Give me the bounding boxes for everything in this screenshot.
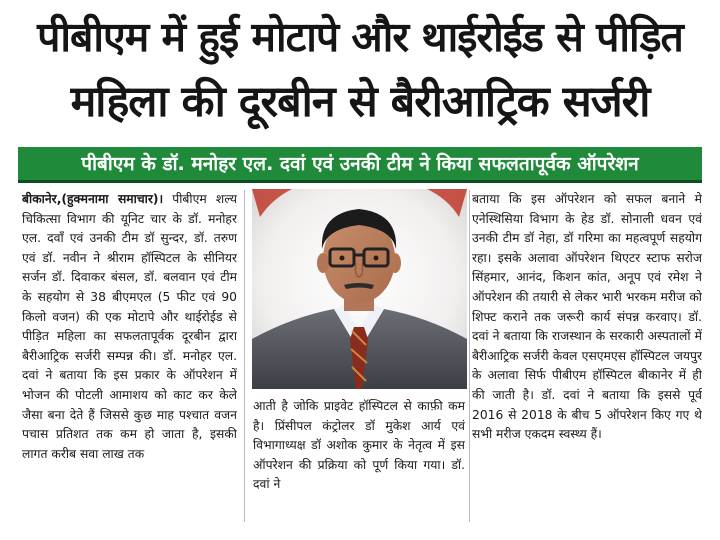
article-column-1 <box>22 190 237 520</box>
column-divider <box>244 190 245 522</box>
column-1-text: पीबीएम शल्य चिकित्सा विभाग की यूनिट चार के डॉ. मनोहर एल. दवाँ एवं उनकी टीम डॉ सुन्दर, डॉ. तरुण एवं डॉ. नवीन ने श्रीराम हॉस्पिटल के सीनियर सर्जन डॉ. दिवाकर बंसल, डॉ. बलवान एवं टीम के सहयोग से 38 बीएमएल (5 फीट एवं 90 किलो वजन) की एक मोटापे और थाईरोईड से पीड़ित महिला का सफलतापूर्वक दूरबीन द्वारा बैरीआट्रिक सर्जरी सम्पन्न की। डॉ. मनोहर एल. दवां ने बताया कि इस प्रकार के ऑपरेशन में भोजन की पोटली आमाशय को काट कर केले जैसा बना देते हैं जिससे कुछ माह पश्चात वजन पचास प्रतिशत तक कम हो जाता है, इसकी लागत करीब सवा लाख तक <box>22 192 237 461</box>
article-column-2 <box>253 397 465 522</box>
doctor-portrait-photo <box>252 189 467 389</box>
headline-line-1: पीबीएम में हुई मोटापे और थाईरोईड से पीड़ित <box>37 13 683 61</box>
headline-line-2: महिला की दूरबीन से बैरीआट्रिक सर्जरी <box>70 77 650 127</box>
article-paragraph <box>22 190 237 464</box>
portrait-illustration <box>252 189 467 389</box>
dateline: बीकानेर,(हुक्मनामा समाचार)। <box>22 192 164 206</box>
column-3-text: बताया कि इस ऑपरेशन को सफल बनाने मे एनेस्थिसिया विभाग के हेड डॉ. सोनाली धवन एवं उनकी टीम डॉ नेहा, डॉ गरिमा का महत्वपूर्ण सहयोग रहा। इसके अलावा ऑपरेशन थिएटर स्टाफ सरोज सिंहमार, आनंद, किशन कांत, अनूप एवं रमेश ने ऑपरेशन की तयारी से लेकर भारी भरकम मरीज को शिफ्ट कराने तक जरूरी कार्य संपन्न करवाए। डॉ. दवां ने बताया कि राजस्थान के सरकारी अस्पतालों में बैरीआट्रिक सर्जरी केवल एसएमएस हॉस्पिटल जयपुर के अलावा सिर्फ पीबीएम हॉस्पिटल बीकानेर में ही की जाती है। डॉ. दवां ने बताया कि इससे पूर्व 2016 से 2018 के बीच 5 ऑपरेशन किए गए थे सभी मरीज एकदम स्वस्थ्य हैं। <box>472 192 702 442</box>
column-2-text: आती है जोकि प्राइवेट हॉस्पिटल से काफ़ी कम है। प्रिंसीपल कंट्रोलर डॉ मुकेश आर्य एवं विभागाध्यक्ष डॉ अशोक कुमार के नेतृत्व में इस ऑपरेशन की प्रक्रिया को पूर्ण किया गया। डॉ. दवां ने <box>253 399 465 492</box>
column-divider <box>469 190 470 522</box>
subheadline-banner: पीबीएम के डॉ. मनोहर एल. दवां एवं उनकी टीम ने किया सफलतापूर्वक ऑपरेशन <box>18 147 702 183</box>
article-column-3 <box>472 190 702 520</box>
